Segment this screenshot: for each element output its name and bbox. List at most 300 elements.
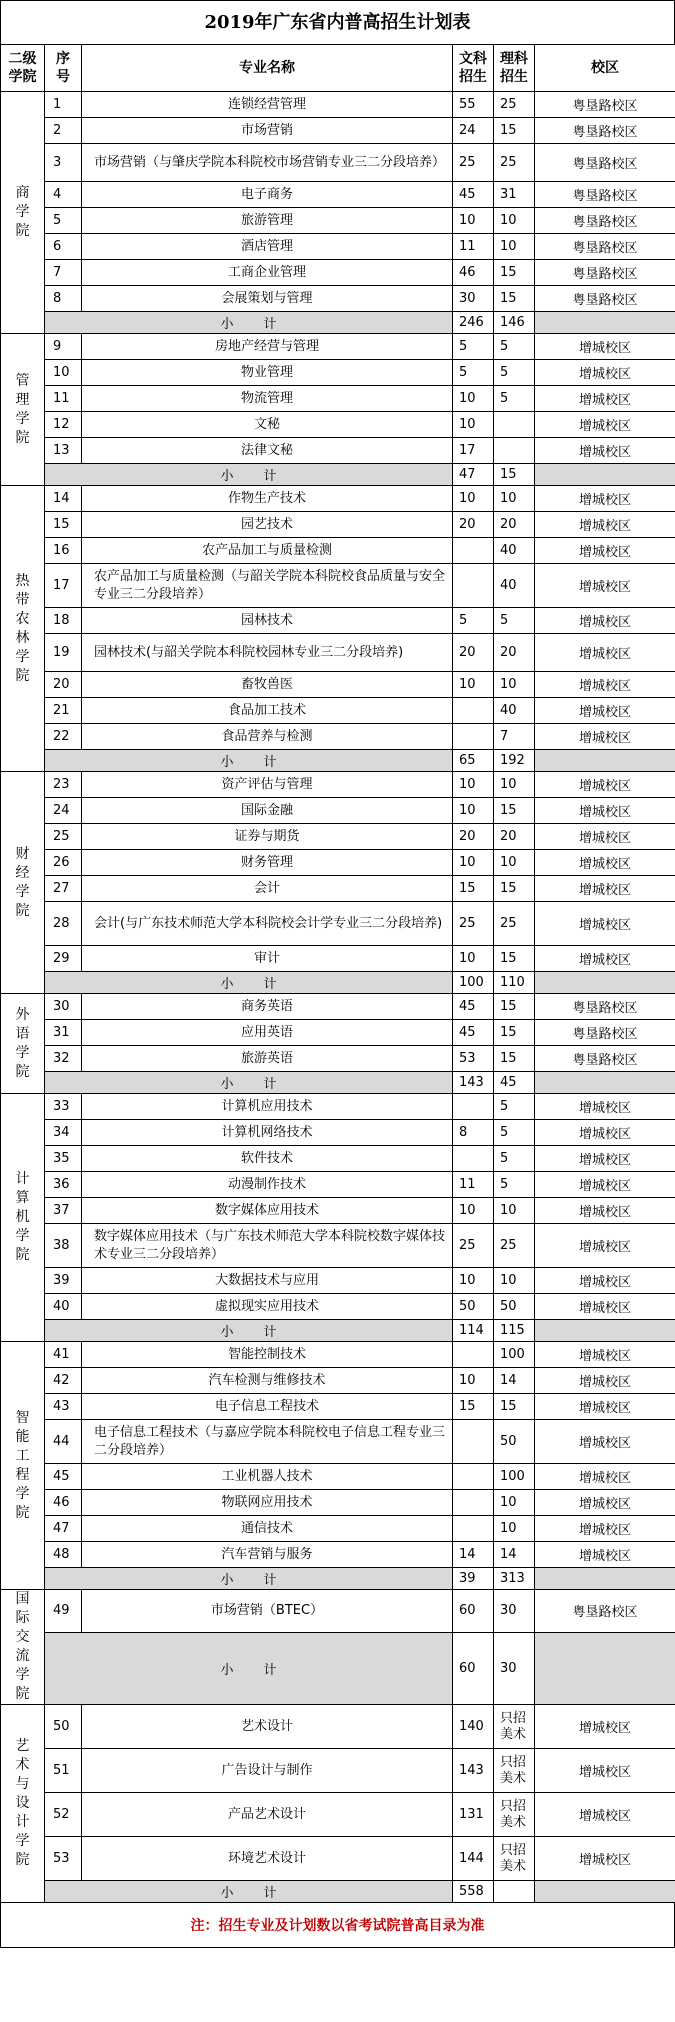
major-name: 软件技术 <box>82 1146 453 1172</box>
campus-name: 粤垦路校区 <box>535 144 675 182</box>
table-row <box>1 1172 675 1198</box>
arts-quota <box>453 1516 494 1542</box>
subtotal-science: 45 <box>494 1072 535 1094</box>
arts-quota: 10 <box>453 672 494 698</box>
seq-cell: 7 <box>45 260 82 286</box>
science-quota: 15 <box>494 286 535 312</box>
science-quota: 50 <box>494 1420 535 1464</box>
campus-name: 增城校区 <box>535 334 675 360</box>
campus-name: 增城校区 <box>535 672 675 698</box>
science-quota: 20 <box>494 634 535 672</box>
header-major: 专业名称 <box>82 45 453 92</box>
science-quota: 5 <box>494 360 535 386</box>
science-quota: 15 <box>494 118 535 144</box>
major-name: 文秘 <box>82 412 453 438</box>
science-quota: 7 <box>494 724 535 750</box>
science-quota: 40 <box>494 564 535 608</box>
table-header-row <box>1 45 675 92</box>
seq-cell: 28 <box>45 902 82 946</box>
seq-cell: 53 <box>45 1837 82 1881</box>
seq-cell: 40 <box>45 1294 82 1320</box>
header-seq: 序号 <box>45 45 82 92</box>
campus-name: 增城校区 <box>535 1705 675 1749</box>
campus-name: 增城校区 <box>535 1294 675 1320</box>
major-name: 大数据技术与应用 <box>82 1268 453 1294</box>
table-row <box>1 994 675 1020</box>
table-row <box>1 946 675 972</box>
science-quota: 20 <box>494 824 535 850</box>
major-name: 智能控制技术 <box>82 1342 453 1368</box>
arts-quota <box>453 698 494 724</box>
seq-cell: 21 <box>45 698 82 724</box>
subtotal-blank <box>535 1881 675 1903</box>
science-quota: 15 <box>494 876 535 902</box>
campus-name: 粤垦路校区 <box>535 286 675 312</box>
table-row <box>1 634 675 672</box>
table-row <box>1 1705 675 1749</box>
table-row <box>1 1793 675 1837</box>
science-quota: 15 <box>494 1046 535 1072</box>
subtotal-science: 110 <box>494 972 535 994</box>
arts-quota: 53 <box>453 1046 494 1072</box>
major-name: 通信技术 <box>82 1516 453 1542</box>
major-name: 法律文秘 <box>82 438 453 464</box>
seq-cell: 20 <box>45 672 82 698</box>
seq-cell: 45 <box>45 1464 82 1490</box>
seq-cell: 2 <box>45 118 82 144</box>
science-quota: 5 <box>494 386 535 412</box>
campus-name: 增城校区 <box>535 1120 675 1146</box>
seq-cell: 17 <box>45 564 82 608</box>
major-name: 会计(与广东技术师范大学本科院校会计学专业三二分段培养) <box>82 902 453 946</box>
arts-quota <box>453 1342 494 1368</box>
major-name: 数字媒体应用技术（与广东技术师范大学本科院校数字媒体技术专业三二分段培养） <box>82 1224 453 1268</box>
seq-cell: 35 <box>45 1146 82 1172</box>
campus-name: 增城校区 <box>535 1368 675 1394</box>
major-name: 电子商务 <box>82 182 453 208</box>
arts-quota: 15 <box>453 1394 494 1420</box>
science-quota: 30 <box>494 1590 535 1633</box>
campus-name: 增城校区 <box>535 1749 675 1793</box>
campus-name: 增城校区 <box>535 946 675 972</box>
campus-name: 增城校区 <box>535 1490 675 1516</box>
table-row <box>1 1198 675 1224</box>
table-row <box>1 1490 675 1516</box>
table-row <box>1 286 675 312</box>
seq-cell: 48 <box>45 1542 82 1568</box>
college-name: 艺术与设计学院 <box>1 1705 45 1903</box>
science-quota: 15 <box>494 994 535 1020</box>
arts-quota: 55 <box>453 92 494 118</box>
science-quota: 50 <box>494 1294 535 1320</box>
arts-quota <box>453 564 494 608</box>
seq-cell: 18 <box>45 608 82 634</box>
note-table <box>0 1903 675 1948</box>
subtotal-row <box>1 750 675 772</box>
campus-name: 增城校区 <box>535 772 675 798</box>
header-arts: 文科招生 <box>453 45 494 92</box>
science-quota <box>494 438 535 464</box>
table-row <box>1 1224 675 1268</box>
subtotal-science: 146 <box>494 312 535 334</box>
arts-quota: 25 <box>453 1224 494 1268</box>
campus-name: 增城校区 <box>535 798 675 824</box>
science-quota: 5 <box>494 334 535 360</box>
science-quota: 10 <box>494 234 535 260</box>
arts-quota <box>453 1420 494 1464</box>
science-quota: 5 <box>494 1120 535 1146</box>
seq-cell: 9 <box>45 334 82 360</box>
table-row <box>1 260 675 286</box>
seq-cell: 1 <box>45 92 82 118</box>
table-row <box>1 144 675 182</box>
table-row <box>1 608 675 634</box>
college-name: 商学院 <box>1 92 45 334</box>
table-row <box>1 1394 675 1420</box>
header-college: 二级学院 <box>1 45 45 92</box>
table-row <box>1 118 675 144</box>
campus-name: 增城校区 <box>535 1464 675 1490</box>
table-row <box>1 182 675 208</box>
table-row <box>1 334 675 360</box>
seq-cell: 5 <box>45 208 82 234</box>
subtotal-label: 小计 <box>45 750 453 772</box>
major-name: 资产评估与管理 <box>82 772 453 798</box>
science-quota: 只招美术 <box>494 1793 535 1837</box>
major-name: 艺术设计 <box>82 1705 453 1749</box>
table-row <box>1 1146 675 1172</box>
campus-name: 粤垦路校区 <box>535 1590 675 1633</box>
seq-cell: 51 <box>45 1749 82 1793</box>
seq-cell: 3 <box>45 144 82 182</box>
arts-quota: 5 <box>453 360 494 386</box>
table-row <box>1 1268 675 1294</box>
science-quota: 10 <box>494 772 535 798</box>
subtotal-arts: 60 <box>453 1632 494 1704</box>
campus-name: 增城校区 <box>535 1268 675 1294</box>
science-quota: 5 <box>494 1146 535 1172</box>
science-quota <box>494 412 535 438</box>
table-row <box>1 1094 675 1120</box>
table-row <box>1 1837 675 1881</box>
campus-name: 增城校区 <box>535 486 675 512</box>
subtotal-blank <box>535 1320 675 1342</box>
major-name: 酒店管理 <box>82 234 453 260</box>
major-name: 畜牧兽医 <box>82 672 453 698</box>
major-name: 广告设计与制作 <box>82 1749 453 1793</box>
science-quota: 10 <box>494 1516 535 1542</box>
table-row <box>1 1464 675 1490</box>
science-quota: 25 <box>494 92 535 118</box>
campus-name: 增城校区 <box>535 412 675 438</box>
seq-cell: 16 <box>45 538 82 564</box>
major-name: 市场营销 <box>82 118 453 144</box>
subtotal-row <box>1 1632 675 1704</box>
science-quota: 40 <box>494 538 535 564</box>
page-title: 2019年广东省内普高招生计划表 <box>0 0 675 44</box>
table-row <box>1 1542 675 1568</box>
major-name: 旅游英语 <box>82 1046 453 1072</box>
arts-quota: 45 <box>453 994 494 1020</box>
arts-quota: 15 <box>453 876 494 902</box>
science-quota: 100 <box>494 1342 535 1368</box>
major-name: 物联网应用技术 <box>82 1490 453 1516</box>
seq-cell: 46 <box>45 1490 82 1516</box>
table-row <box>1 1294 675 1320</box>
subtotal-arts: 246 <box>453 312 494 334</box>
table-row <box>1 724 675 750</box>
seq-cell: 23 <box>45 772 82 798</box>
science-quota: 14 <box>494 1368 535 1394</box>
table-row <box>1 438 675 464</box>
table-row <box>1 1120 675 1146</box>
subtotal-science: 30 <box>494 1632 535 1704</box>
major-name: 会展策划与管理 <box>82 286 453 312</box>
major-name: 国际金融 <box>82 798 453 824</box>
table-row <box>1 360 675 386</box>
campus-name: 增城校区 <box>535 698 675 724</box>
subtotal-row <box>1 1568 675 1590</box>
major-name: 数字媒体应用技术 <box>82 1198 453 1224</box>
seq-cell: 11 <box>45 386 82 412</box>
table-row <box>1 386 675 412</box>
arts-quota: 25 <box>453 902 494 946</box>
arts-quota: 10 <box>453 946 494 972</box>
seq-cell: 33 <box>45 1094 82 1120</box>
campus-name: 增城校区 <box>535 850 675 876</box>
subtotal-arts: 100 <box>453 972 494 994</box>
seq-cell: 25 <box>45 824 82 850</box>
subtotal-arts: 65 <box>453 750 494 772</box>
arts-quota: 17 <box>453 438 494 464</box>
seq-cell: 12 <box>45 412 82 438</box>
subtotal-label: 小计 <box>45 972 453 994</box>
campus-name: 粤垦路校区 <box>535 1046 675 1072</box>
science-quota: 10 <box>494 208 535 234</box>
campus-name: 增城校区 <box>535 1516 675 1542</box>
major-name: 审计 <box>82 946 453 972</box>
science-quota: 20 <box>494 512 535 538</box>
seq-cell: 36 <box>45 1172 82 1198</box>
major-name: 虚拟现实应用技术 <box>82 1294 453 1320</box>
seq-cell: 52 <box>45 1793 82 1837</box>
seq-cell: 50 <box>45 1705 82 1749</box>
subtotal-row <box>1 464 675 486</box>
science-quota: 只招美术 <box>494 1705 535 1749</box>
note-text: 注：招生专业及计划数以省考试院普高目录为准 <box>1 1903 675 1948</box>
college-name: 热带农林学院 <box>1 486 45 772</box>
major-name: 物业管理 <box>82 360 453 386</box>
arts-quota: 10 <box>453 1198 494 1224</box>
table-row <box>1 1020 675 1046</box>
seq-cell: 38 <box>45 1224 82 1268</box>
major-name: 商务英语 <box>82 994 453 1020</box>
campus-name: 粤垦路校区 <box>535 92 675 118</box>
subtotal-science: 115 <box>494 1320 535 1342</box>
table-row <box>1 902 675 946</box>
subtotal-row <box>1 972 675 994</box>
arts-quota: 11 <box>453 234 494 260</box>
major-name: 连锁经营管理 <box>82 92 453 118</box>
subtotal-row <box>1 312 675 334</box>
science-quota: 只招美术 <box>494 1837 535 1881</box>
subtotal-label: 小计 <box>45 1072 453 1094</box>
science-quota: 10 <box>494 1490 535 1516</box>
table-row <box>1 538 675 564</box>
arts-quota: 11 <box>453 1172 494 1198</box>
seq-cell: 42 <box>45 1368 82 1394</box>
major-name: 旅游管理 <box>82 208 453 234</box>
major-name: 园林技术(与韶关学院本科院校园林专业三二分段培养) <box>82 634 453 672</box>
campus-name: 粤垦路校区 <box>535 260 675 286</box>
science-quota: 10 <box>494 486 535 512</box>
table-row <box>1 486 675 512</box>
table-row <box>1 1342 675 1368</box>
seq-cell: 15 <box>45 512 82 538</box>
arts-quota: 10 <box>453 772 494 798</box>
campus-name: 粤垦路校区 <box>535 994 675 1020</box>
table-row <box>1 698 675 724</box>
seq-cell: 32 <box>45 1046 82 1072</box>
college-name: 管理学院 <box>1 334 45 486</box>
major-name: 农产品加工与质量检测 <box>82 538 453 564</box>
college-name: 国际交流学院 <box>1 1590 45 1705</box>
table-row <box>1 412 675 438</box>
table-row <box>1 1749 675 1793</box>
campus-name: 增城校区 <box>535 512 675 538</box>
subtotal-label: 小计 <box>45 1881 453 1903</box>
science-quota: 15 <box>494 946 535 972</box>
arts-quota: 30 <box>453 286 494 312</box>
major-name: 园艺技术 <box>82 512 453 538</box>
subtotal-science: 313 <box>494 1568 535 1590</box>
seq-cell: 49 <box>45 1590 82 1633</box>
seq-cell: 10 <box>45 360 82 386</box>
seq-cell: 24 <box>45 798 82 824</box>
arts-quota: 10 <box>453 850 494 876</box>
subtotal-label: 小计 <box>45 312 453 334</box>
seq-cell: 6 <box>45 234 82 260</box>
campus-name: 增城校区 <box>535 608 675 634</box>
campus-name: 增城校区 <box>535 1793 675 1837</box>
seq-cell: 44 <box>45 1420 82 1464</box>
major-name: 会计 <box>82 876 453 902</box>
subtotal-arts: 47 <box>453 464 494 486</box>
subtotal-arts: 558 <box>453 1881 494 1903</box>
arts-quota: 8 <box>453 1120 494 1146</box>
arts-quota: 14 <box>453 1542 494 1568</box>
arts-quota: 10 <box>453 486 494 512</box>
campus-name: 增城校区 <box>535 1146 675 1172</box>
major-name: 证券与期货 <box>82 824 453 850</box>
subtotal-row <box>1 1320 675 1342</box>
science-quota: 15 <box>494 260 535 286</box>
subtotal-label: 小计 <box>45 464 453 486</box>
subtotal-label: 小计 <box>45 1568 453 1590</box>
arts-quota: 20 <box>453 824 494 850</box>
science-quota: 只招美术 <box>494 1749 535 1793</box>
major-name: 环境艺术设计 <box>82 1837 453 1881</box>
science-quota: 5 <box>494 1172 535 1198</box>
arts-quota: 5 <box>453 608 494 634</box>
table-row <box>1 1590 675 1633</box>
arts-quota: 10 <box>453 386 494 412</box>
science-quota: 15 <box>494 1020 535 1046</box>
table-row <box>1 1516 675 1542</box>
college-name: 财经学院 <box>1 772 45 994</box>
campus-name: 增城校区 <box>535 902 675 946</box>
science-quota: 10 <box>494 1268 535 1294</box>
campus-name: 增城校区 <box>535 360 675 386</box>
science-quota: 15 <box>494 798 535 824</box>
seq-cell: 34 <box>45 1120 82 1146</box>
campus-name: 粤垦路校区 <box>535 118 675 144</box>
college-name: 计算机学院 <box>1 1094 45 1342</box>
science-quota: 31 <box>494 182 535 208</box>
campus-name: 增城校区 <box>535 1172 675 1198</box>
major-name: 食品营养与检测 <box>82 724 453 750</box>
arts-quota <box>453 1146 494 1172</box>
subtotal-arts: 143 <box>453 1072 494 1094</box>
major-name: 房地产经营与管理 <box>82 334 453 360</box>
table-row <box>1 234 675 260</box>
science-quota: 40 <box>494 698 535 724</box>
major-name: 市场营销（与肇庆学院本科院校市场营销专业三二分段培养） <box>82 144 453 182</box>
header-campus: 校区 <box>535 45 675 92</box>
arts-quota: 20 <box>453 512 494 538</box>
subtotal-label: 小计 <box>45 1632 453 1704</box>
arts-quota: 10 <box>453 1368 494 1394</box>
table-row <box>1 92 675 118</box>
subtotal-row <box>1 1072 675 1094</box>
arts-quota: 10 <box>453 208 494 234</box>
arts-quota: 143 <box>453 1749 494 1793</box>
major-name: 财务管理 <box>82 850 453 876</box>
campus-name: 增城校区 <box>535 538 675 564</box>
campus-name: 增城校区 <box>535 634 675 672</box>
campus-name: 增城校区 <box>535 438 675 464</box>
science-quota: 25 <box>494 144 535 182</box>
seq-cell: 26 <box>45 850 82 876</box>
seq-cell: 30 <box>45 994 82 1020</box>
campus-name: 增城校区 <box>535 1837 675 1881</box>
major-name: 物流管理 <box>82 386 453 412</box>
arts-quota <box>453 1490 494 1516</box>
subtotal-blank <box>535 750 675 772</box>
seq-cell: 4 <box>45 182 82 208</box>
major-name: 汽车营销与服务 <box>82 1542 453 1568</box>
subtotal-blank <box>535 464 675 486</box>
science-quota: 10 <box>494 850 535 876</box>
subtotal-blank <box>535 312 675 334</box>
table-row <box>1 1046 675 1072</box>
science-quota: 25 <box>494 902 535 946</box>
seq-cell: 47 <box>45 1516 82 1542</box>
science-quota: 10 <box>494 672 535 698</box>
subtotal-blank <box>535 1072 675 1094</box>
table-row <box>1 1420 675 1464</box>
subtotal-blank <box>535 972 675 994</box>
campus-name: 增城校区 <box>535 876 675 902</box>
header-science: 理科招生 <box>494 45 535 92</box>
campus-name: 增城校区 <box>535 1198 675 1224</box>
campus-name: 增城校区 <box>535 724 675 750</box>
arts-quota: 50 <box>453 1294 494 1320</box>
arts-quota: 25 <box>453 144 494 182</box>
subtotal-science: 192 <box>494 750 535 772</box>
seq-cell: 14 <box>45 486 82 512</box>
campus-name: 增城校区 <box>535 564 675 608</box>
